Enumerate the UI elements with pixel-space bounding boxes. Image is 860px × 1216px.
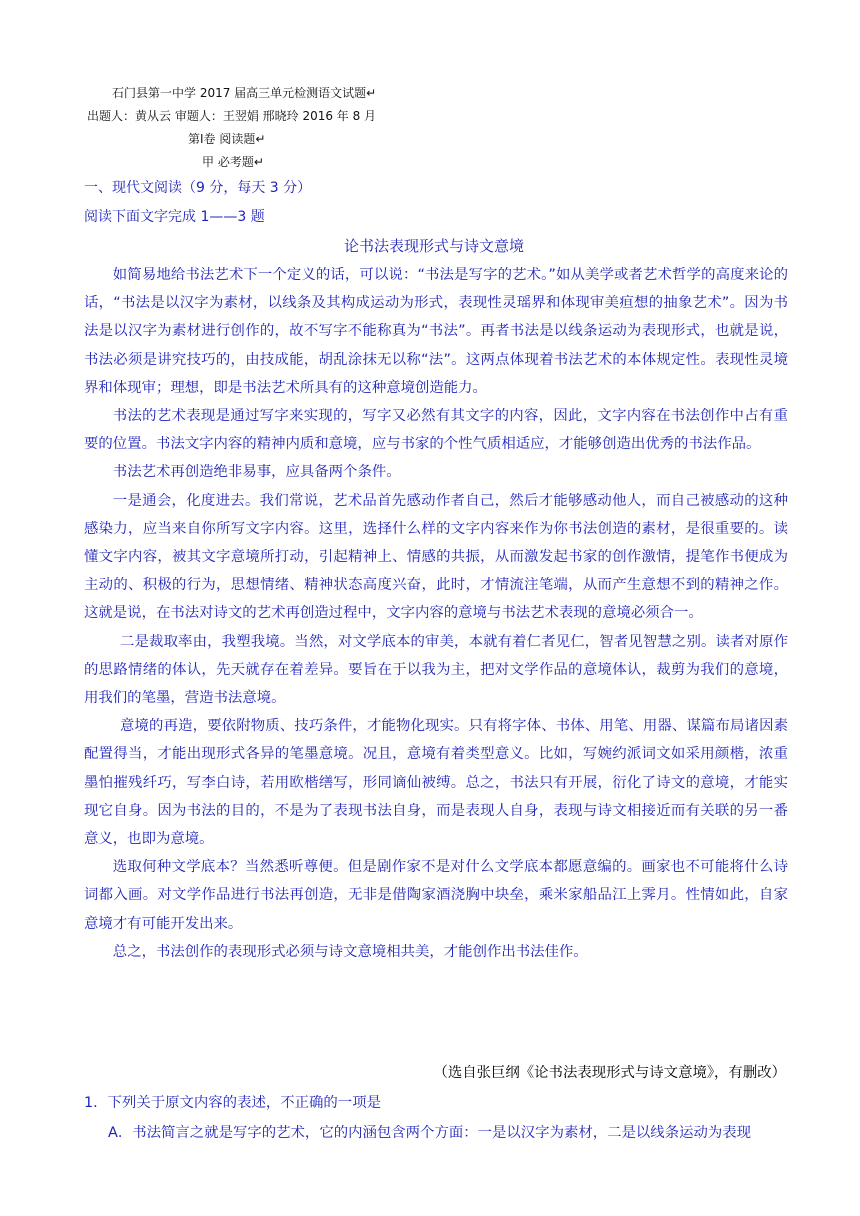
section-heading: 一、现代文阅读（9 分，每天 3 分） (84, 180, 312, 196)
article-paragraph: 总之，书法创作的表现形式必须与诗文意境相共美，才能创作出书法佳作。 (112, 943, 588, 960)
part-heading: 甲 必考题↵ (202, 155, 264, 169)
article-paragraph: 一是通会，化度进去。我们常说，艺术品首先感动作者自己，然后才能够感动他人，而自己被感动的这种感染力，应当来自你所写文字内容。这里，选择什么样的文字内容来作为你书法创造的素材，是很重要的。读懂文字内容，被其文字意境所打动，引起精神上、情感的共振，从而激发起书家的创作激情，提笔作书便成为主动的、积极的行为，思想情绪、精神状态高度兴奋，此时，才情流注笔端，从而产生意想不到的精神之作。这就是说，在书法对诗文的艺术再创造过程中，文字内容的意境与书法艺术表现的意境必须合一。 (84, 492, 788, 622)
section-instruction: 阅读下面文字完成 1——3 题 (84, 209, 265, 225)
article-paragraph: 选取何种文学底本？当然悉听尊便。但是剧作家不是对什么文学底本都愿意编的。画家也不可能将什么诗词都入画。对文学作品进行书法再创造，无非是借陶家酒浇胸中块垒，乘米家船品江上霁月。性情如此，自家意境才有可能开发出来。 (84, 859, 788, 932)
article-paragraph: 二是裁取率由，我塑我境。当然，对文学底本的审美，本就有着仁者见仁，智者见智慧之别。读者对原作的思路情绪的体认，先天就存在着差异。要旨在于以我为主，把对文学作品的意境体认，裁剪为我们的意境，用我们的笔墨，营造书法意境。 (84, 633, 788, 707)
question-option-a: A．书法简言之就是写字的艺术，它的内涵包含两个方面：一是以汉字为素材，二是以线条运动为表现 (108, 1125, 752, 1141)
exam-title: 石门县第一中学 2017 届高三单元检测语文试题↵ (112, 86, 377, 100)
article-paragraph: 书法艺术再创造绝非易事，应具备两个条件。 (112, 464, 401, 481)
article-paragraph: 意境的再造，要依附物质、技巧条件，才能物化现实。只有将字体、书体、用笔、用器、谋篇布局诸因素配置得当，才能出现形式各异的笔墨意境。况且，意境有着类型意义。比如，写婉约派词文如采用颜楷，浓重墨怕摧残纤巧，写李白诗，若用欧楷缮写，形同谪仙被缚。总之，书法只有开展，衍化了诗文的意境，才能实现它自身。因为书法的目的，不是为了表现书法自身，而是表现人自身，表现与诗文相接近而有关联的另一番意义，也即为意境。 (84, 718, 788, 848)
article-body (84, 261, 788, 966)
exam-authors: 出题人：黄从云 审题人：王翌娟 邢晓玲 2016 年 8 月 (87, 109, 377, 123)
article-paragraph: 如简易地给书法艺术下一个定义的话，可以说：“书法是写字的艺术。”如从美学或者艺术哲学的高度来论的话，“书法是以汉字为素材，以线条及其构成运动为形式，表现性灵瑶界和体现审美疸想的抽象艺术”。因为书法是以汉字为素材进行创作的，故不写字不能称真为“书法”。再者书法是以线条运动为表现形式，也就是说，书法必须是讲究技巧的，由技成能，胡乱涂抹无以称“法”。这两点体现着书法艺术的本体规定性。表现性灵境界和体现审；理想，即是书法艺术所具有的这种意境创造能力。 (84, 267, 788, 396)
article-title: 论书法表现形式与诗文意境 (343, 237, 524, 255)
volume-heading: 第Ⅰ卷 阅读题↵ (188, 132, 266, 146)
question-stem: 1．下列关于原文内容的表述，不正确的一项是 (84, 1095, 381, 1111)
article-paragraph: 书法的艺术表现是通过写字来实现的，写字又必然有其文字的内容，因此，文字内容在书法创作中占有重要的位置。书法文字内容的精神内质和意境，应与书家的个性气质相适应，才能够创造出优秀的书法作品。 (84, 408, 788, 453)
article-source: （选自张巨纲《论书法表现形式与诗文意境》，有删改） (433, 1065, 786, 1081)
